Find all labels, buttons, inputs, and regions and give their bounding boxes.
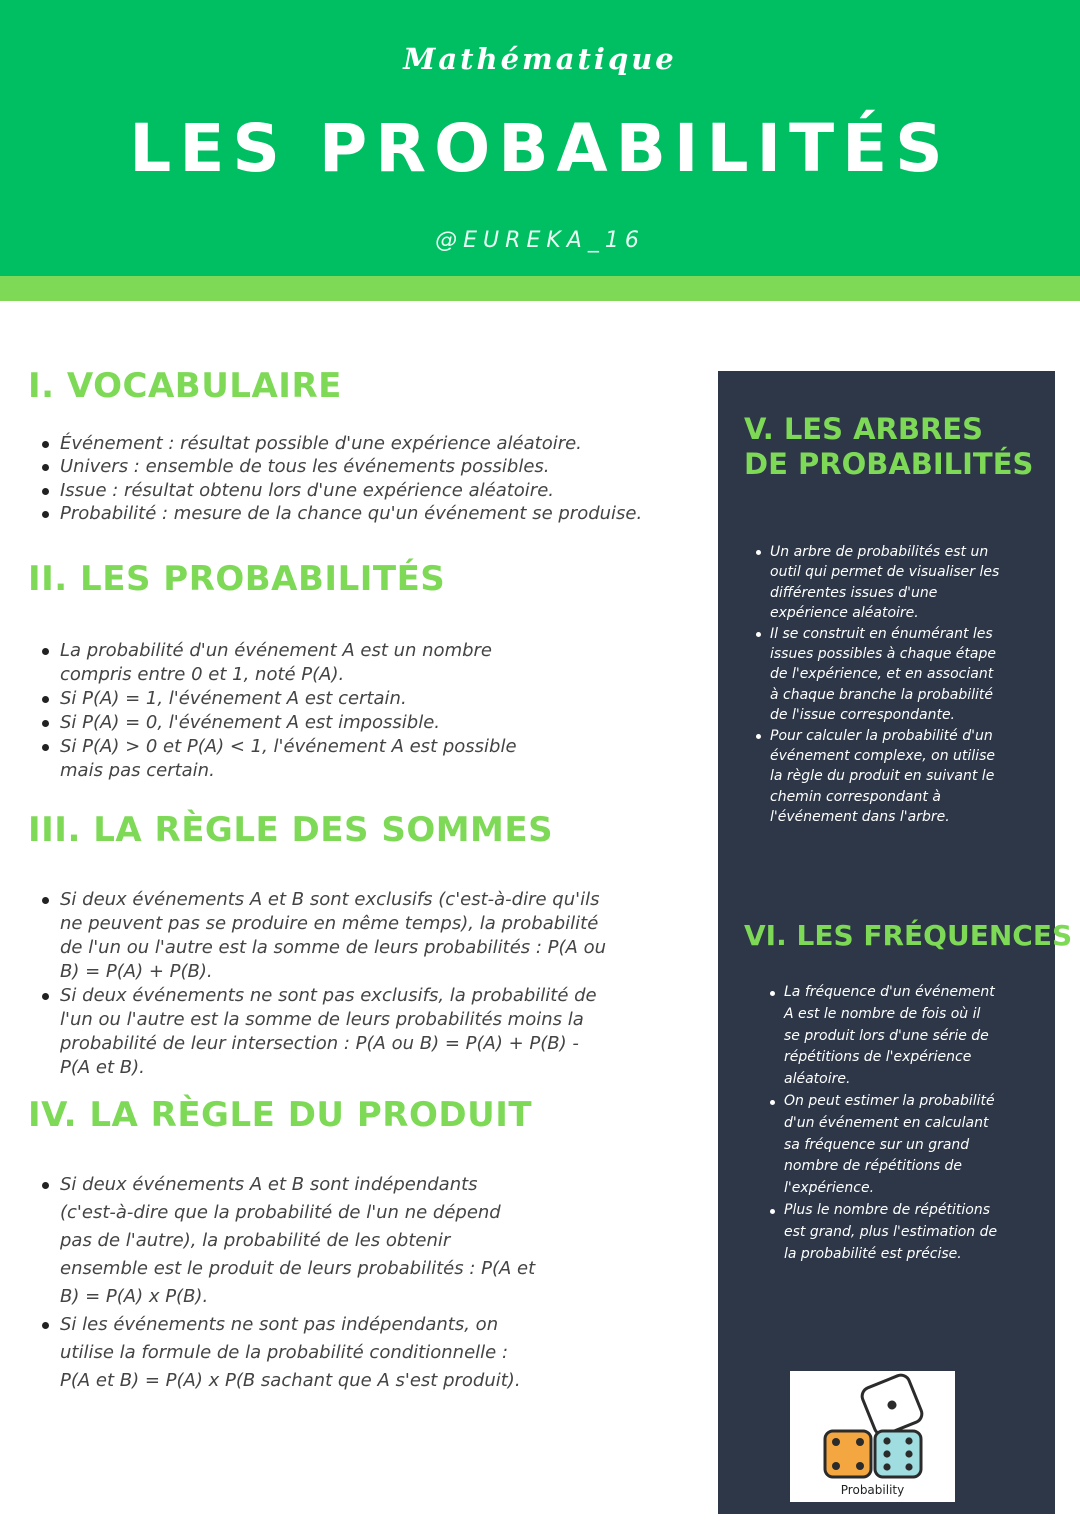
list-item: Si deux événements ne sont pas exclusifs, la probabilité de l'un ou l'autre est la somme de leurs probabilités moins la probabilité de leur intersection : P(A ou B) = P(A) + P(B) - P(A et B). [28, 984, 608, 1080]
section-probabilites [28, 559, 538, 783]
bullet-list [28, 639, 538, 783]
list-item: Si deux événements A et B sont exclusifs (c'est-à-dire qu'ils ne peuvent pas se produire en même temps), la probabilité de l'un ou l'autre est la somme de leurs probabilités : P(A ou B) = P(A) + P(B). [28, 888, 608, 984]
section-heading: II. LES PROBABILITÉS [28, 559, 446, 599]
list-item: Un arbre de probabilités est un outil qui permet de visualiser les différentes issues d'une expérience aléatoire. [756, 542, 1006, 624]
list-item: Pour calculer la probabilité d'un événement complexe, on utilise la règle du produit en suivant le chemin correspondant à l'événement dans l'arbre. [756, 726, 1006, 828]
list-item: Univers : ensemble de tous les événements possibles. [28, 455, 718, 478]
section-vocabulaire [28, 366, 718, 525]
list-item: Événement : résultat possible d'une expérience aléatoire. [28, 432, 718, 455]
section-regle-produit [28, 1095, 538, 1395]
dice-icon [790, 1371, 955, 1483]
section-heading-frequences: VI. LES FRÉQUENCES [744, 919, 1073, 952]
list-item: Issue : résultat obtenu lors d'une expérience aléatoire. [28, 479, 718, 502]
bullet-list [28, 432, 718, 525]
bullet-list [28, 888, 608, 1080]
bullet-list-frequences [770, 982, 998, 1265]
list-item: Si P(A) = 0, l'événement A est impossible. [28, 711, 538, 735]
list-item: Si P(A) = 1, l'événement A est certain. [28, 687, 538, 711]
list-item: Il se construit en énumérant les issues possibles à chaque étape de l'expérience, et en associant à chaque branche la probabilité de l'issue correspondante. [756, 624, 1006, 726]
bullet-list [28, 1171, 538, 1395]
header-stripe [0, 276, 1080, 301]
section-heading-arbres: V. LES ARBRES DE PROBABILITÉS [744, 412, 1034, 481]
probability-illustration [790, 1371, 955, 1502]
section-heading: IV. LA RÈGLE DU PRODUIT [28, 1095, 533, 1135]
author-handle: @EUREKA_16 [435, 228, 645, 253]
page-subtitle: Mathématique [403, 42, 677, 76]
list-item: Plus le nombre de répétitions est grand, plus l'estimation de la probabilité est précise. [770, 1200, 998, 1265]
list-item: Si P(A) > 0 et P(A) < 1, l'événement A est possible mais pas certain. [28, 735, 538, 783]
section-regle-sommes [28, 810, 608, 1080]
image-caption: Probability [840, 1483, 905, 1497]
list-item: La probabilité d'un événement A est un nombre compris entre 0 et 1, noté P(A). [28, 639, 538, 687]
page-title: LES PROBABILITÉS [129, 110, 951, 187]
list-item: Si deux événements A et B sont indépendants (c'est-à-dire que la probabilité de l'un ne dépend pas de l'autre), la probabilité de les obtenir ensemble est le produit de leurs probabilités : P(A et B) = P(A) x P(B). [28, 1171, 538, 1311]
bullet-list-arbres [756, 542, 1006, 828]
section-heading: I. VOCABULAIRE [28, 366, 342, 406]
list-item: Si les événements ne sont pas indépendants, on utilise la formule de la probabilité conditionnelle : P(A et B) = P(A) x P(B sachant que A s'est produit). [28, 1311, 538, 1395]
section-heading: III. LA RÈGLE DES SOMMES [28, 810, 554, 850]
list-item: La fréquence d'un événement A est le nombre de fois où il se produit lors d'une série de répétitions de l'expérience aléatoire. [770, 982, 998, 1091]
header-banner [0, 0, 1080, 276]
list-item: Probabilité : mesure de la chance qu'un événement se produise. [28, 502, 718, 525]
list-item: On peut estimer la probabilité d'un événement en calculant sa fréquence sur un grand nombre de répétitions de l'expérience. [770, 1091, 998, 1200]
